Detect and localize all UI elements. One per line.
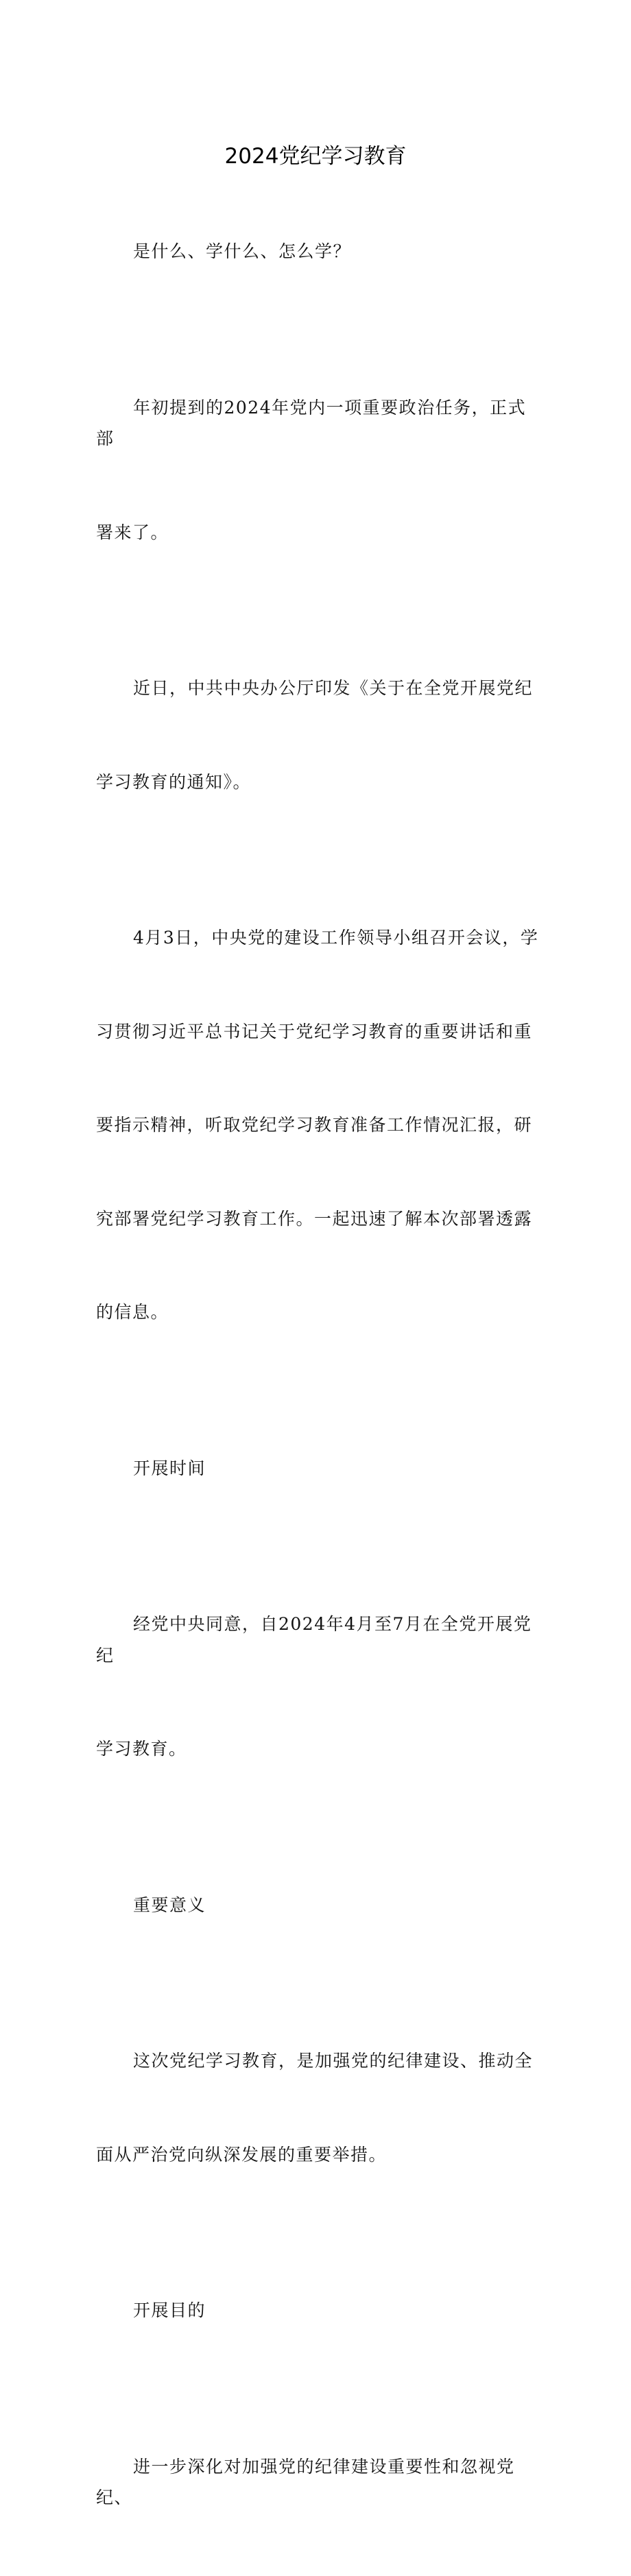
paragraph-line: 开展目的 [133,2300,206,2320]
paragraph-deployment [96,330,539,611]
paragraph-intro-question [96,173,539,330]
paragraph-line: 面从严治党向纵深发展的重要举措。 [96,2144,388,2165]
heading-significance [96,1827,539,1984]
paragraph-line: 学习教育的通知》。 [96,771,252,792]
document-body [96,173,539,2576]
paragraph-line: 习贯彻习近平总书记关于党纪学习教育的重要讲话和重 [96,1021,533,1042]
heading-time [96,1391,539,1547]
paragraph-line: 学习教育。 [96,1739,187,1759]
paragraph-significance [96,1983,539,2232]
paragraph-line: 近日，中共中央办公厅印发《关于在全党开展党纪 [133,678,534,698]
paragraph-line: 4月3日，中央党的建设工作领导小组召开会议，学 [133,928,539,948]
paragraph-line: 年初提到的2024年党内一项重要政治任务，正式部 [96,397,527,448]
paragraph-line: 重要意义 [133,1894,206,1915]
paragraph-line: 开展时间 [133,1458,206,1478]
paragraph-line: 的信息。 [96,1302,169,1322]
paragraph-line: 署来了。 [96,522,169,542]
paragraph-line: 这次党纪学习教育，是加强党的纪律建设、推动全 [133,2051,534,2071]
heading-purpose [96,2232,539,2389]
paragraph-time [96,1546,539,1827]
document-title: 2024党纪学习教育 [224,144,407,169]
paragraph-line: 经党中央同意，自2024年4月至7月在全党开展党纪 [96,1614,532,1665]
paragraph-line: 进一步深化对加强党的纪律建设重要性和忽视党纪、 [96,2456,515,2507]
paragraph-line: 究部署党纪学习教育工作。一起迅速了解本次部署透露 [96,1208,533,1229]
paragraph-notice [96,610,539,860]
paragraph-line: 是什么、学什么、怎么学？ [133,241,352,261]
paragraph-meeting [96,860,539,1391]
paragraph-purpose [96,2389,539,2576]
paragraph-line: 要指示精神，听取党纪学习教育准备工作情况汇报，研 [96,1115,533,1135]
